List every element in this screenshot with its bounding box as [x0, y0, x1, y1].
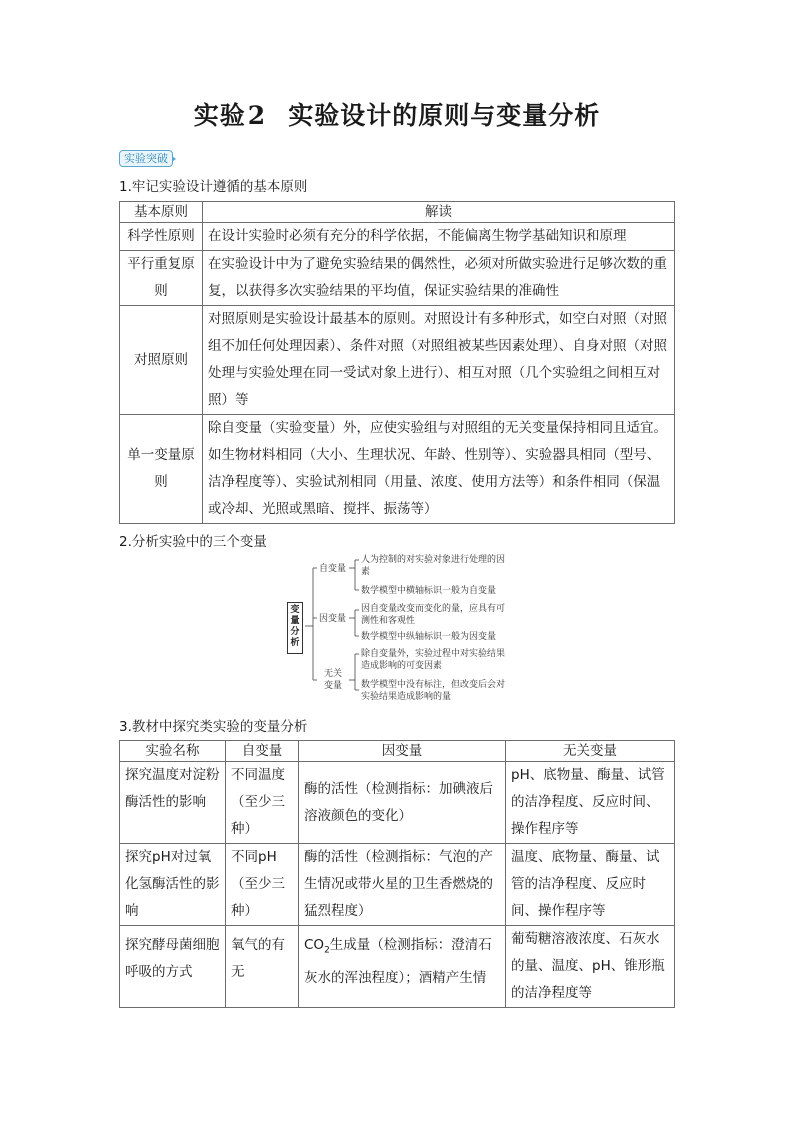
table-row	[120, 844, 675, 926]
table-header-row	[120, 202, 675, 223]
col-header-explanation: 解读	[203, 202, 675, 223]
experiment-name: 探究温度对淀粉酶活性的影响	[120, 762, 226, 844]
section1-heading: 1.牢记实验设计遵循的基本原则	[119, 179, 308, 195]
section-badge: 实验突破	[119, 150, 173, 167]
dependent-variable	[299, 926, 506, 1008]
table-row	[120, 926, 675, 1008]
controlled-variable: 葡萄糖溶液浓度、石灰水的量、温度、pH、锥形瓶的洁净程度等	[506, 926, 675, 1008]
section2-heading: 2.分析实验中的三个变量	[119, 534, 267, 550]
title-number: 2	[247, 101, 267, 130]
principle-text: 对照原则是实验设计最基本的原则。对照设计有多种形式，如空白对照（对照组不加任何处理因素）、条件对照（对照组被某些因素处理）、自身对照（对照处理与实验处理在同一受试对象上进行）、相互对照（几个实验组之间相互对照）等	[203, 306, 675, 415]
table-row	[120, 762, 675, 844]
col-header-principle: 基本原则	[120, 202, 203, 223]
branch-label-iv: 自变量	[319, 564, 347, 574]
experiment-name: 探究pH对过氧化氢酶活性的影响	[120, 844, 226, 926]
col-header-name: 实验名称	[120, 741, 226, 762]
principle-name: 单一变量原则	[120, 415, 203, 524]
controlled-variable: pH、底物量、酶量、试管的洁净程度、反应时间、操作程序等	[506, 762, 675, 844]
principle-name: 对照原则	[120, 306, 203, 415]
section3-heading: 3.教材中探究类实验的变量分析	[119, 719, 308, 735]
principle-text: 在实验设计中为了避免实验结果的偶然性，必须对所做实验进行足够次数的重复，以获得多次实验结果的平均值，保证实验结果的准确性	[203, 251, 675, 306]
independent-variable: 不同温度（至少三种）	[226, 762, 299, 844]
col-header-iv: 自变量	[226, 741, 299, 762]
title-main: 实验	[193, 101, 246, 130]
experiment-name: 探究酵母菌细胞呼吸的方式	[120, 926, 226, 1008]
table-row	[120, 415, 675, 524]
table-row	[120, 223, 675, 251]
branch-item: 数学模型中纵轴标识一般为因变量	[361, 632, 497, 642]
controlled-variable: 温度、底物量、酶量、试管的洁净程度、反应时间、操作程序等	[506, 844, 675, 926]
principle-text: 除自变量（实验变量）外，应使实验组与对照组的无关变量保持相同且适宜。如生物材料相同（大小、生理状况、年龄、性别等）、实验器具相同（型号、洁净程度等）、实验试剂相同（用量、浓度、使用方法等）和条件相同（保温或冷却、光照或黑暗、搅拌、振荡等）	[203, 415, 675, 524]
branch-item: 数学模型中横轴标识一般为自变量	[361, 586, 497, 596]
branch-item: 数学模型中没有标注，但改变后会对实验结果造成影响的量	[361, 680, 506, 702]
principle-name: 平行重复原则	[120, 251, 203, 306]
dv-text-pre: CO	[304, 937, 325, 953]
branch-item: 除自变量外，实验过程中对实验结果造成影响的可变因素	[361, 649, 506, 671]
table-row	[120, 251, 675, 306]
col-header-dv: 因变量	[299, 741, 506, 762]
table-row	[120, 306, 675, 415]
dependent-variable: 酶的活性（检测指标：加碘液后溶液颜色的变化）	[299, 762, 506, 844]
principles-table	[119, 201, 675, 524]
dv-subscript: 2	[324, 945, 330, 956]
experiments-table	[119, 740, 675, 1008]
dependent-variable: 酶的活性（检测指标：气泡的产生情况或带火星的卫生香燃烧的猛烈程度）	[299, 844, 506, 926]
branch-item: 因自变量改变而变化的量，应具有可测性和客观性	[361, 604, 506, 626]
independent-variable: 氧气的有无	[226, 926, 299, 1008]
table-header-row	[120, 741, 675, 762]
variable-diagram	[283, 548, 523, 708]
principle-text: 在设计实验时必须有充分的科学依据，不能偏离生物学基础知识和原理	[203, 223, 675, 251]
branch-label-cv: 无关变量	[323, 669, 342, 691]
col-header-cv: 无关变量	[506, 741, 675, 762]
diagram-root: 变量分析	[287, 602, 303, 654]
independent-variable: 不同pH（至少三种）	[226, 844, 299, 926]
dv-text-post: 生成量（检测指标：澄清石灰水的浑浊程度）；酒精产生情	[304, 937, 492, 986]
principle-name: 科学性原则	[120, 223, 203, 251]
branch-label-dv: 因变量	[319, 614, 347, 624]
title-rest: 实验设计的原则与变量分析	[288, 101, 601, 130]
page-title	[0, 96, 794, 132]
branch-item: 人为控制的对实验对象进行处理的因素	[361, 555, 506, 577]
